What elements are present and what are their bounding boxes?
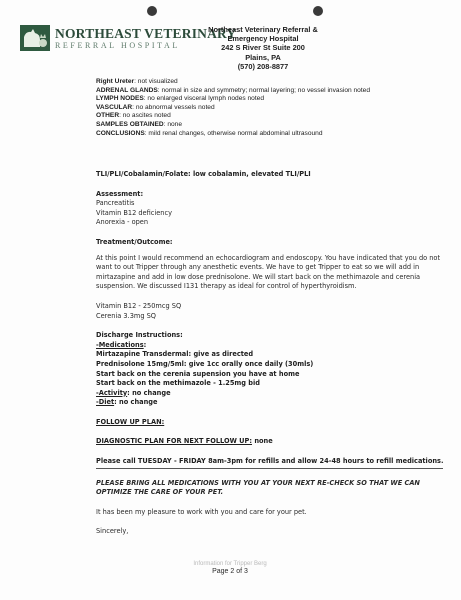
finding-row: [96, 104, 456, 113]
finding-text: : mild renal changes, otherwise normal abdominal ultrasound: [144, 129, 323, 137]
activity-line: -Activity: no change: [96, 388, 171, 397]
bring-medications-note: PLEASE BRING ALL MEDICATIONS WITH YOU AT YOUR NEXT RE-CHECK SO THAT WE CAN OPTIMIZE THE CARE OF YOUR PET.: [96, 478, 420, 497]
discharge-line: Start back on the cerenia supension you have at home: [96, 369, 300, 378]
assessment-item: Anorexia - open: [96, 218, 149, 227]
finding-label: LYMPH NODES: [96, 95, 144, 103]
hospital-line: Plains, PA: [245, 52, 281, 62]
dog-cat-logo-icon: [20, 25, 50, 51]
finding-label: OTHER: [96, 112, 120, 120]
finding-row: [96, 121, 456, 130]
medications-label: -Medications:: [96, 340, 147, 349]
discharge-line: Start back on the methimazole - 1.25mg bid: [96, 379, 260, 388]
hospital-address: [198, 25, 328, 71]
finding-row: [96, 112, 456, 121]
discharge-heading: Discharge Instructions:: [96, 331, 183, 340]
closing-pleasure: It has been my pleasure to work with you and care for your pet.: [96, 507, 307, 516]
hole-punch-left: [147, 6, 157, 16]
closing-sincerely: Sincerely,: [96, 527, 129, 536]
treatment-paragraph: At this point I would recommend an echocardiogram and endoscopy. You have indicated that you do not want to out Tripper through any anesthetic events. We have to get Tripper to eat so we will add in mirtazapine and add in low dose prednisolone. We will start back on the methimazole and cerenia suspension. We discussed I131 therapy as ideal for control of hyperthyroidism.: [96, 253, 441, 291]
finding-text: : no enlarged visceral lymph nodes noted: [143, 95, 264, 103]
ultrasound-findings: [96, 78, 456, 138]
hospital-line: Emergency Hospital: [227, 34, 299, 44]
hospital-line: Northeast Veterinary Referral &: [208, 25, 318, 34]
report-body: [96, 170, 456, 537]
logo-subtitle: REFERRAL HOSPITAL: [55, 41, 180, 50]
finding-row: [96, 130, 456, 139]
finding-row: [96, 78, 456, 87]
page-footer: [150, 561, 310, 575]
treatment-heading: Treatment/Outcome:: [96, 237, 173, 246]
hospital-line: (570) 208-8877: [237, 61, 289, 71]
finding-text: : normal in size and symmetry; normal layering; no vessel invasion noted: [157, 86, 370, 94]
finding-text: : not visualized: [134, 78, 178, 85]
finding-row: [96, 95, 456, 104]
finding-text: : no abnormal vessels noted: [132, 103, 215, 111]
assessment-item: Pancreatitis: [96, 199, 135, 208]
followup-heading: FOLLOW UP PLAN:: [96, 417, 165, 426]
lab-summary: TLI/PLI/Cobalamin/Folate: low cobalamin, elevated TLI/PLI: [96, 170, 311, 178]
logo-name: NORTHEAST VETERINARY: [55, 26, 237, 41]
finding-label: ADRENAL GLANDS: [96, 86, 158, 94]
assessment-item: Vitamin B12 deficiency: [96, 208, 172, 217]
finding-label: Right Ureter: [96, 78, 135, 85]
hospital-logo: [20, 24, 237, 52]
finding-label: VASCULAR: [96, 103, 133, 111]
finding-label: CONCLUSIONS: [96, 129, 145, 137]
assessment-heading: Assessment:: [96, 189, 144, 198]
refill-note: Please call TUESDAY - FRIDAY 8am-3pm for refills and allow 24-48 hours to refill medications.: [96, 457, 456, 469]
footer-patient-info: Information for Tripper Berg: [193, 561, 267, 567]
finding-text: : none: [163, 120, 182, 128]
hole-punch-right: [313, 6, 323, 16]
discharge-line: Prednisolone 15mg/5ml: give 1cc orally once daily (30mls): [96, 359, 314, 368]
hospital-line: 242 S River St Suite 200: [221, 43, 305, 53]
diagnostic-plan: DIAGNOSTIC PLAN FOR NEXT FOLLOW UP: none: [96, 437, 273, 446]
treatment-med: Vitamin B12 - 250mcg SQ: [96, 301, 182, 310]
page-number: Page 2 of 3: [212, 568, 248, 575]
finding-label: SAMPLES OBTAINED: [96, 120, 164, 128]
discharge-line: Mirtazapine Transdermal: give as directed: [96, 350, 254, 359]
finding-row: [96, 87, 456, 96]
treatment-med: Cerenia 3.3mg SQ: [96, 311, 156, 320]
diet-line: -Diet: no change: [96, 398, 158, 407]
finding-text: : no ascites noted: [119, 112, 171, 120]
